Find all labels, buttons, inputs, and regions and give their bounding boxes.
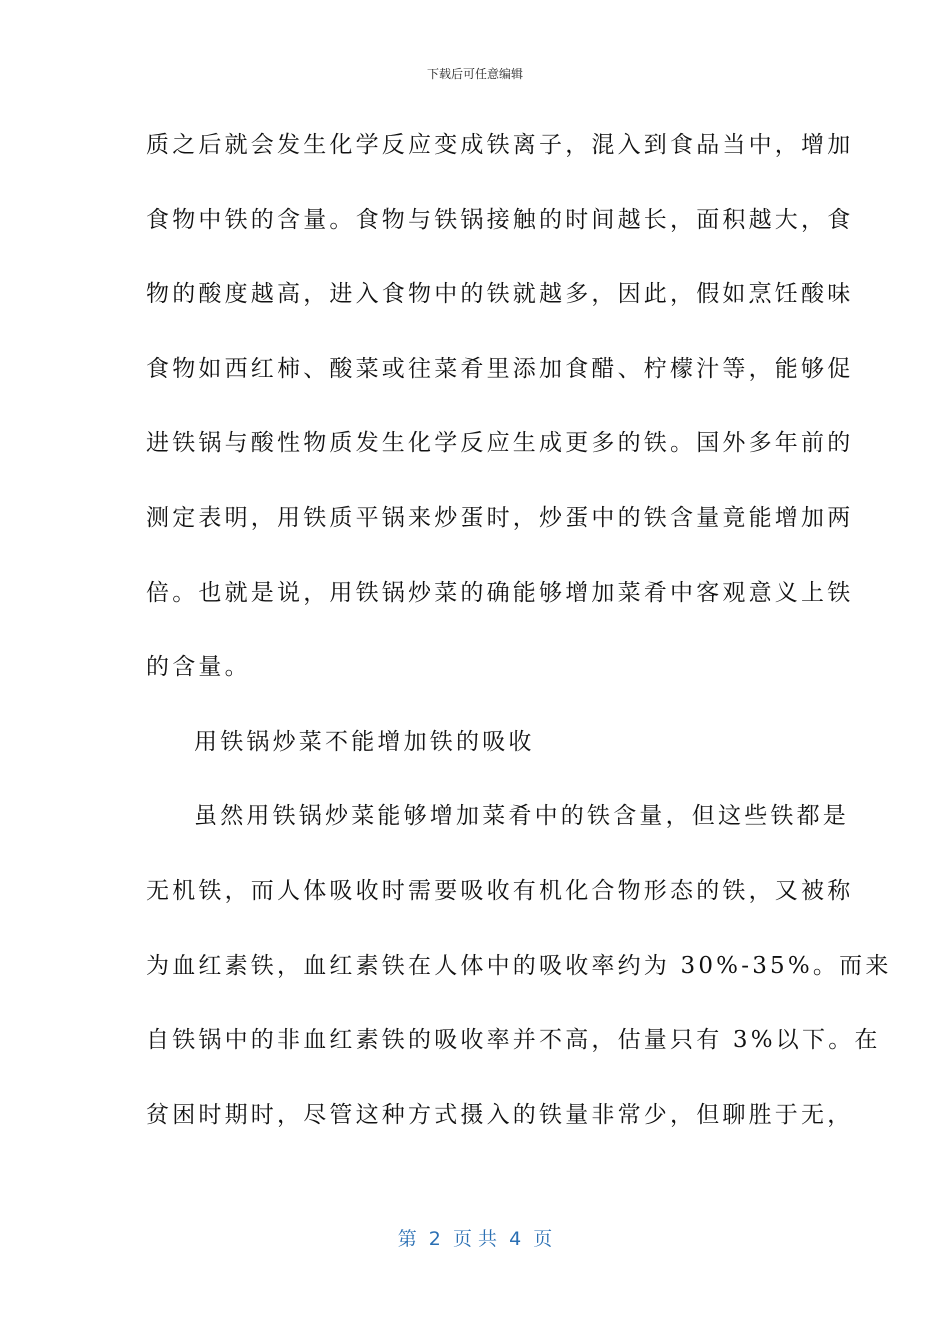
body-line: 自铁锅中的非血红素铁的吸收率并不高，估量只有 3%以下。在 bbox=[146, 1027, 881, 1054]
body-line: 物的酸度越高，进入食物中的铁就越多，因此，假如烹饪酸味 bbox=[146, 281, 854, 308]
body-line: 贫困时期时，尽管这种方式摄入的铁量非常少，但聊胜于无， bbox=[146, 1101, 854, 1128]
body-line: 的含量。 bbox=[146, 654, 251, 681]
page-number-footer: 第 2 页 共 4 页 bbox=[397, 1228, 553, 1250]
body-line: 质之后就会发生化学反应变成铁离子，混入到食品当中，增加 bbox=[146, 132, 854, 158]
body-line: 食物中铁的含量。食物与铁锅接触的时间越长，面积越大，食 bbox=[146, 206, 854, 233]
page-header: 下载后可任意编辑 bbox=[426, 67, 523, 81]
document-body bbox=[146, 120, 892, 1164]
body-line: 倍。也就是说，用铁锅炒菜的确能够增加菜肴中客观意义上铁 bbox=[146, 579, 854, 606]
body-line: 测定表明，用铁质平锅来炒蛋时，炒蛋中的铁含量竟能增加两 bbox=[146, 504, 854, 531]
body-line: 为血红素铁，血红素铁在人体中的吸收率约为 30%-35%。而来 bbox=[146, 952, 892, 979]
body-line: 食物如西红柿、酸菜或往菜肴里添加食醋、柠檬汁等，能够促 bbox=[146, 355, 854, 382]
body-line: 虽然用铁锅炒菜能够增加菜肴中的铁含量，但这些铁都是 bbox=[194, 803, 849, 830]
section-heading: 用铁锅炒菜不能增加铁的吸收 bbox=[194, 728, 535, 755]
body-line: 无机铁，而人体吸收时需要吸收有机化合物形态的铁，又被称 bbox=[146, 877, 854, 904]
body-line: 进铁锅与酸性物质发生化学反应生成更多的铁。国外多年前的 bbox=[146, 430, 854, 457]
